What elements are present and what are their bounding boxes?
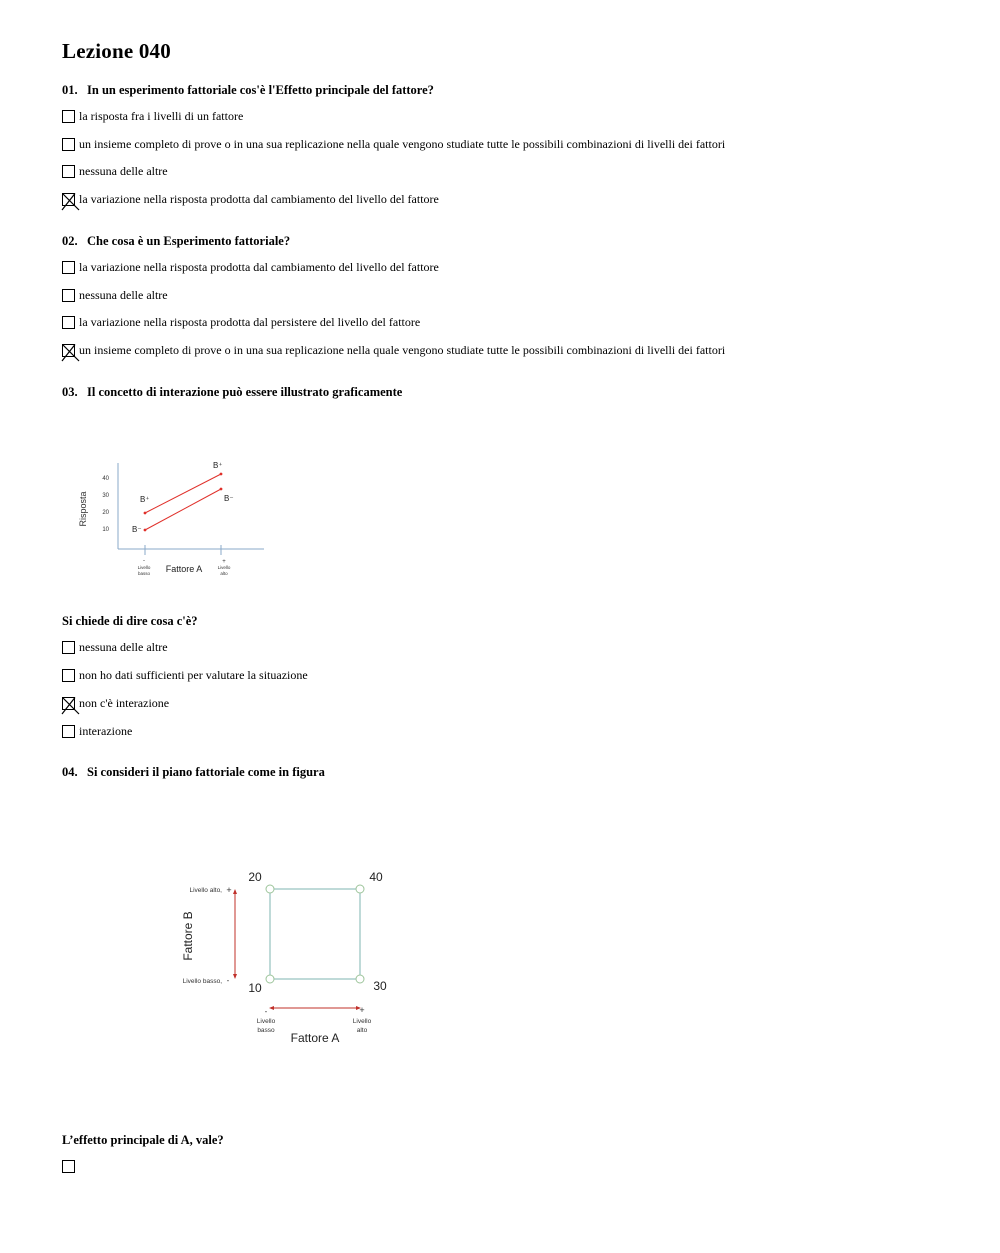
question-number: 04. [62, 765, 78, 779]
checkbox[interactable] [62, 669, 75, 682]
question-number: 01. [62, 83, 78, 97]
checkbox-checked[interactable] [62, 193, 75, 206]
checkbox[interactable] [62, 641, 75, 654]
checkbox[interactable] [62, 138, 75, 151]
question-number: 03. [62, 385, 78, 399]
label-b-minus-high: B⁻ [224, 494, 234, 503]
data-point [144, 512, 147, 515]
option-label: la variazione nella risposta prodotta dal cambiamento del livello del fattore [79, 259, 439, 274]
y-tick-label: 20 [102, 510, 109, 516]
x-low-label: Livello [137, 565, 151, 570]
corner-point [356, 975, 364, 983]
series-b-plus-line [145, 474, 221, 513]
check-x-icon [62, 193, 79, 210]
corner-point [266, 885, 274, 893]
y-tick-label: 30 [102, 493, 109, 499]
q1-option-2[interactable] [62, 136, 725, 152]
q3-option-4[interactable] [62, 723, 132, 739]
checkbox[interactable] [62, 289, 75, 302]
option-label: nessuna delle altre [79, 287, 168, 302]
option-label: non c'è interazione [79, 695, 170, 710]
question-04-subquestion: L’effetto principale di A, vale? [62, 1133, 224, 1147]
q2-option-3[interactable] [62, 314, 420, 330]
factorial-plane-figure [170, 860, 410, 1050]
x-low-label: basso [257, 1027, 275, 1034]
q3-option-3[interactable] [62, 695, 169, 711]
data-point [220, 488, 223, 491]
question-text: In un esperimento fattoriale cos'è l'Effetto principale del fattore? [87, 83, 434, 97]
checkbox[interactable] [62, 725, 75, 738]
check-x-icon [62, 697, 79, 714]
q2-option-1[interactable] [62, 259, 439, 275]
x-high-sign: + [359, 1005, 365, 1015]
design-square [270, 889, 360, 979]
x-low-label: basso [137, 571, 151, 576]
y-high-sign: + [226, 885, 232, 895]
y-low-label: Livello basso, [182, 978, 222, 985]
y-tick-label: 10 [102, 527, 109, 533]
data-point [144, 529, 147, 532]
x-axis-label: Fattore A [290, 1031, 340, 1045]
question-01-title [62, 83, 434, 98]
x-high-label: alto [356, 1027, 368, 1034]
arrow-head [269, 1006, 274, 1010]
checkbox-checked[interactable] [62, 697, 75, 710]
checkbox[interactable] [62, 261, 75, 274]
question-number: 02. [62, 234, 78, 248]
question-03-title [62, 385, 402, 400]
option-label: la variazione nella risposta prodotta dal persistere del livello del fattore [79, 314, 421, 329]
question-text: Il concetto di interazione può essere illustrato graficamente [87, 385, 403, 399]
y-axis-label: Risposta [78, 491, 88, 527]
q1-option-3[interactable] [62, 163, 168, 179]
q1-option-4[interactable] [62, 191, 439, 207]
interaction-figure [76, 455, 276, 585]
option-label: un insieme completo di prove o in una sua replicazione nella quale vengono studiate tutte le possibili combinazioni di livelli dei fattori [79, 136, 726, 151]
label-b-minus-low: B⁻ [132, 525, 142, 534]
question-text: Che cosa è un Esperimento fattoriale? [87, 234, 291, 248]
checkbox[interactable] [62, 110, 75, 123]
question-03-subquestion: Si chiede di dire cosa c'è? [62, 614, 198, 628]
x-high-label: Livello [352, 1018, 372, 1025]
q3-option-1[interactable] [62, 639, 168, 655]
y-tick-label: 40 [102, 476, 109, 482]
x-low-label: Livello [256, 1018, 276, 1025]
interaction-plot [76, 455, 276, 585]
question-02-title [62, 234, 290, 249]
series-b-minus-line [145, 489, 221, 530]
option-label: la risposta fra i livelli di un fattore [79, 108, 244, 123]
option-label: un insieme completo di prove o in una sua replicazione nella quale vengono studiate tutte le possibili combinazioni di livelli dei fattori [79, 342, 726, 357]
x-high-label: Livello [217, 565, 231, 570]
x-high-label: alto [220, 571, 228, 576]
option-label: non ho dati sufficienti per valutare la situazione [79, 667, 308, 682]
factorial-plane [170, 860, 410, 1050]
check-x-icon [62, 344, 79, 361]
option-label: nessuna delle altre [79, 639, 168, 654]
x-low-sign: - [264, 1007, 268, 1016]
q1-option-1[interactable] [62, 108, 243, 124]
q2-option-4[interactable] [62, 342, 725, 358]
label-b-plus-low: B⁺ [140, 495, 150, 504]
option-label: la variazione nella risposta prodotta dal cambiamento del livello del fattore [79, 191, 439, 206]
q3-option-2[interactable] [62, 667, 308, 683]
corner-point [356, 885, 364, 893]
y-high-label: Livello alto, [189, 887, 222, 894]
y-low-sign: - [226, 976, 230, 985]
option-label: interazione [79, 723, 133, 738]
option-label: nessuna delle altre [79, 163, 168, 178]
lesson-title: Lezione 040 [62, 39, 171, 63]
x-low-sign: - [143, 558, 145, 564]
checkbox[interactable] [62, 1160, 75, 1173]
corner-value-bottom-right: 30 [373, 979, 387, 993]
q4-option-1[interactable] [62, 1158, 79, 1174]
q2-option-2[interactable] [62, 287, 168, 303]
x-axis-label: Fattore A [165, 564, 203, 574]
corner-point [266, 975, 274, 983]
question-04-title [62, 765, 325, 780]
arrow-head [233, 974, 237, 979]
x-high-sign: + [222, 559, 226, 565]
data-point [220, 473, 223, 476]
checkbox[interactable] [62, 165, 75, 178]
question-text: Si consideri il piano fattoriale come in figura [87, 765, 325, 779]
arrow-head [233, 889, 237, 894]
checkbox-checked[interactable] [62, 344, 75, 357]
corner-value-top-right: 40 [369, 870, 383, 884]
label-b-plus-high: B⁺ [213, 461, 223, 470]
y-axis-label: Fattore B [181, 911, 195, 961]
corner-value-top-left: 20 [248, 870, 262, 884]
corner-value-bottom-left: 10 [248, 981, 262, 995]
checkbox[interactable] [62, 316, 75, 329]
